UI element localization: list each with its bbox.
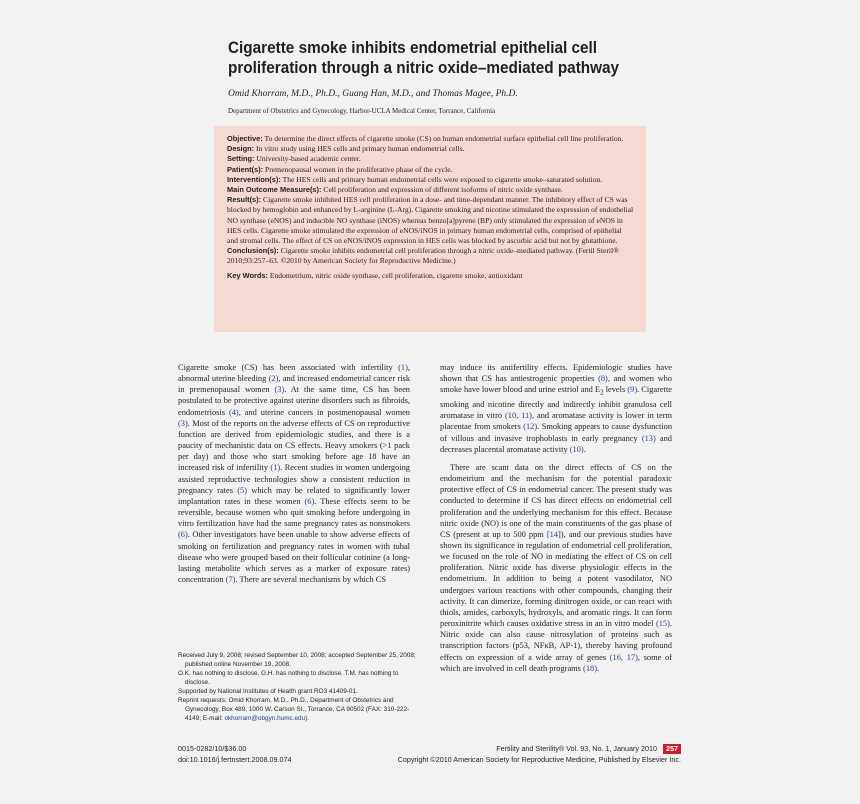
reprint-requests: [178, 696, 424, 723]
issn-price: 0015-0282/10/$36.00: [178, 744, 247, 753]
reference-link[interactable]: (18): [583, 663, 597, 673]
results-text: Cigarette smoke inhibited HES cell proliferation in a dose- and time-dependant manner. The inhibitory effect of CS was blocked by hemoglobin and enhanced by L-arginine (L-Arg). Cigarette smoking and nicotine stimulated the expression of endothelial NO synthase (eNOS) and inducible NO synthase (iNOS) whereas benzo[a]pyrene (BP) only stimulated the expression of eNOS in HES cells. Cigarette smoke stimulated the expression of eNOS/iNOS in primary human endometrial cells, comprised of epithelial and stromal cells. The effect of CS on eNOS/iNOS expression in HES cells was blocked by ascorbic acid but not by glutathione.: [227, 195, 634, 246]
design-text: In vitro study using HES cells and primary human endometrial cells.: [256, 144, 465, 154]
reference-link[interactable]: (10, 11): [504, 411, 532, 421]
body-text: , abnormal uterine bleeding: [178, 363, 410, 384]
body-text: which may be related to significantly lower implantation rates in these women: [178, 485, 410, 506]
abstract-results: [227, 195, 634, 246]
article-title: [228, 38, 620, 78]
setting-text: University-based academic center.: [256, 154, 361, 164]
page-number-badge: 257: [663, 744, 681, 754]
footer-journal: [330, 743, 681, 765]
abstract-design: [227, 144, 634, 154]
body-text: may induce its antifertility effects. Epidemiologic studies have shown that CS has antiestrogenic properties: [440, 363, 672, 384]
body-text: ), and our previous studies have shown its significance in regulation of endometrial cell proliferation, we focused on the role of NO in mediating the effect of CS on cell proliferation. Nitric oxide has diverse physiologic effects in the endometrium. In addition to being a potent vasodilator, NO undergoes various reactions with other compounds, changing their activity. It can dimerize, forming dinitrogen oxide, or can react with thiols, amides, carboxyls, hydroxyls, and aromatic rings. It can form peroxinitrite which causes oxidative stress in an in vitro model: [440, 529, 672, 629]
body-text: . These effects seem to be reversible, because women who quit smoking before undergoing in vitro fertilization have had the same pregnancy rates as nonsmokers: [178, 496, 410, 529]
reference-link[interactable]: (2): [268, 374, 279, 384]
body-column-right: [440, 362, 672, 674]
outcome-text: Cell proliferation and expression of different isoforms of nitric oxide synthase.: [323, 185, 563, 195]
abstract-setting: [227, 154, 634, 164]
reference-link[interactable]: (3): [178, 418, 188, 428]
interventions-label: Intervention(s):: [227, 174, 281, 184]
body-text: . Nitric oxide can also cause nitrosylation of proteins such as transcription factors (p53, NFκB, AP-1), thereby having profound effects on expression of a wide array of genes: [440, 619, 672, 662]
body-text: , and increased endometrial cancer risk in premenopausal women: [178, 374, 411, 395]
interventions-text: The HES cells and primary human endometrial cells were exposed to cigarette smoke–saturated solution.: [282, 174, 603, 184]
abstract-keywords: [227, 271, 634, 281]
abstract-conclusions: [227, 246, 634, 266]
doi-link[interactable]: doi:10.1016/j.fertnstert.2008.09.074: [178, 755, 292, 764]
abstract-box: [214, 126, 646, 332]
keywords-label: Key Words:: [227, 270, 268, 280]
title-line-2: proliferation through a nitric oxide–mediated pathway: [228, 58, 620, 77]
body-text: .: [583, 444, 586, 454]
body-text: Cigarette smoke (CS) has been associated with infertility: [178, 363, 399, 372]
results-label: Result(s):: [227, 195, 262, 205]
body-column-left: [178, 362, 410, 585]
reference-link[interactable]: (3): [274, 385, 285, 395]
reference-link[interactable]: (9): [627, 385, 638, 395]
funding-note: Supported by National Institutes of Health grant RO3 41409-01.: [178, 688, 358, 695]
reference-link[interactable]: [14]: [546, 529, 561, 539]
patients-text: Premenopausal women in the proliferative phase of the cycle.: [265, 164, 453, 174]
body-text: . Other investigators have been unable to show adverse effects of smoking on fertilization and pregnancy rates in women with tubal disease who were grouped based on their follicular cotinine (a long-lasting metabolite which serves as a marker of exposure rates) concentration: [178, 530, 410, 584]
keywords-text: Endometrium, nitric oxide synthase, cell proliferation, cigarette smoke, antioxidant: [269, 270, 523, 280]
reference-link[interactable]: (16, 17): [609, 652, 638, 662]
body-paragraph: [440, 362, 672, 455]
body-text: levels: [603, 385, 628, 395]
reference-link[interactable]: (15): [655, 619, 670, 629]
body-text: There are scant data on the direct effects of CS on the endometrium and the mechanism for the potential paradoxic protective effect of CS in endometrial cancer. The present study was conducted to determine if CS has direct effects on endometrial cell proliferation and the underlying mechanism for this effect. Because nitric oxide (NO) is one of the main constituents of the gas phase of CS (present at up to 500 ppm: [440, 462, 672, 539]
reference-link[interactable]: (8): [598, 374, 608, 384]
objective-label: Objective:: [227, 134, 263, 143]
design-label: Design:: [227, 144, 255, 154]
body-text: . Most of the reports on the adverse effects of CS on reproductive function are derived from epidemiologic studies, and there is a paucity of mechanistic data on CS effects. Heavy smokers (>1 pack per day) and those who start smoking before age 18 have an increased risk of infertility: [178, 418, 410, 473]
author-list: Omid Khorram, M.D., Ph.D., Guang Han, M.D., and Thomas Magee, Ph.D.: [228, 89, 518, 99]
reference-link[interactable]: (1): [270, 463, 281, 473]
abstract-objective: [227, 134, 634, 144]
body-text: . Recent studies in women undergoing assisted reproductive technologies show a consistent reduction in pregnancy rates: [178, 463, 410, 495]
subscript-text: 2: [600, 388, 604, 397]
body-paragraph: [178, 362, 410, 585]
body-paragraph: [440, 462, 672, 674]
received-dates: Received July 9, 2008; revised September 10, 2008; accepted September 25, 2008; published online November 19, 2008.: [178, 652, 416, 668]
reference-link[interactable]: (13): [641, 433, 656, 443]
body-text: . There are several mechanisms by which CS: [235, 574, 386, 584]
reference-link[interactable]: (10): [569, 444, 584, 454]
conclusions-label: Conclusion(s):: [227, 246, 279, 256]
setting-label: Setting:: [227, 154, 255, 164]
reference-link[interactable]: (6): [304, 496, 315, 506]
body-text: . Smoking appears to cause dysfunction of villous and invasive trophoblasts in early pregnancy: [440, 422, 673, 443]
reference-link[interactable]: (1): [398, 363, 408, 372]
reprint-text: Reprint requests: Omid Khorram, M.D., Ph.D., Department of Obstetrics and Gynecology, Box 489, 1000 W. Carson St., Torrance, CA 90502 (FAX: 310-222-4149; E-mail:: [178, 697, 410, 722]
reference-link[interactable]: (12): [523, 422, 538, 432]
reference-link[interactable]: (4): [228, 407, 239, 417]
body-text: , and women who smoke have lower blood and urine estriol and E: [440, 374, 672, 395]
body-text: , and aromatase activity is lower in term placentae from smokers: [440, 411, 673, 432]
affiliation: Department of Obstetrics and Gynecology, Harbor-UCLA Medical Center, Torrance, California: [228, 107, 496, 115]
body-text: and decreases placental aromatase activity: [440, 433, 672, 454]
abstract-outcome: [227, 185, 634, 195]
abstract-interventions: [227, 175, 634, 185]
disclosure-note: O.K. has nothing to disclose. G.H. has nothing to disclose. T.M. has nothing to disclose.: [178, 670, 399, 686]
email-link[interactable]: okhorram@obgyn.humc.edu: [224, 715, 306, 722]
footer-identifiers: [178, 743, 292, 765]
body-text: , some of which are involved in cell death programs: [440, 652, 672, 673]
body-text: .: [596, 663, 600, 673]
abstract-patients: [227, 165, 634, 175]
journal-name: Fertility and Sterility® Vol. 93, No. 1, January 2010: [496, 744, 657, 753]
reprint-text-end: ).: [305, 715, 310, 722]
reference-link[interactable]: (7): [225, 574, 236, 584]
body-text: . At the same time, CS has been postulated to be protective against uterine disorders such as fibroids, endometriosis: [178, 385, 410, 417]
patients-label: Patient(s):: [227, 164, 264, 174]
outcome-label: Main Outcome Measure(s):: [227, 185, 322, 195]
copyright-line: Copyright ©2010 American Society for Reproductive Medicine, Published by Elsevier Inc.: [397, 755, 681, 764]
reference-link[interactable]: (5): [237, 485, 248, 495]
body-text: , and uterine cancers in postmenopausal women: [238, 407, 410, 417]
objective-text: To determine the direct effects of cigarette smoke (CS) on human endometrial surface epithelial cell line proliferation.: [264, 134, 624, 143]
reference-link[interactable]: (6): [178, 530, 188, 540]
journal-citation: [330, 743, 681, 754]
title-line-1: Cigarette smoke inhibits endometrial epithelial cell: [228, 38, 598, 57]
body-text: . Cigarette smoking and nicotine directly and indirectly inhibit granulosa cell aromatase in vitro: [440, 385, 673, 421]
article-footnotes: [178, 651, 424, 723]
conclusions-text: Cigarette smoke inhibits endometrial cell proliferation through a nitric oxide–mediated pathway. (Fertil Steril® 2010;93:257–63. ©2010 by American Society for Reproductive Medicine.): [227, 246, 619, 266]
